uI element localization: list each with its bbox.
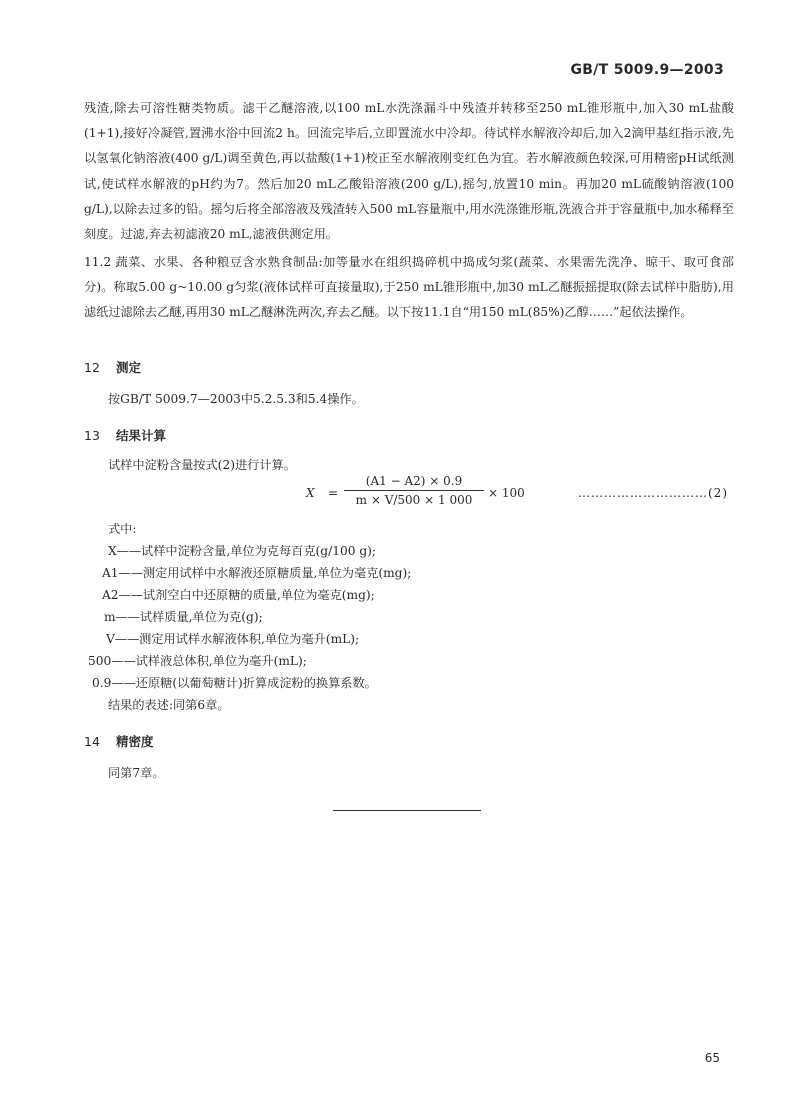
definition-a1: A1——测定用试样中水解液还原糖质量,单位为毫克(mg); xyxy=(102,566,412,580)
section-title: 测定 xyxy=(115,360,141,375)
formula-equals: = xyxy=(328,486,339,500)
definition-500: 500——试样液总体积,单位为毫升(mL); xyxy=(88,654,307,668)
page-number: 65 xyxy=(704,1051,720,1065)
section-number: 13 xyxy=(84,428,100,443)
end-rule xyxy=(333,810,481,811)
formula-multiplier: × 100 xyxy=(488,486,525,500)
section-number: 14 xyxy=(84,734,100,749)
definition-v: V——测定用试样水解液体积,单位为毫升(mL); xyxy=(106,632,360,646)
section-14-text: 同第7章。 xyxy=(108,766,165,780)
formula-2 xyxy=(306,474,736,514)
formula-fraction xyxy=(344,474,484,507)
paragraph-block-1 xyxy=(84,96,734,247)
section-12-text: 按GB/T 5009.7—2003中5.2.5.3和5.4操作。 xyxy=(108,392,364,406)
formula-numerator: (A1 − A2) × 0.9 xyxy=(344,474,484,491)
section-heading-12 xyxy=(84,358,141,376)
section-heading-13 xyxy=(84,426,166,444)
section-heading-14 xyxy=(84,732,154,750)
standard-number: GB/T 5009.9—2003 xyxy=(570,62,724,78)
definition-x: X——试样中淀粉含量,单位为克每百克(g/100 g); xyxy=(108,544,377,558)
section-13-intro: 试样中淀粉含量按式(2)进行计算。 xyxy=(108,458,296,472)
section-title: 精密度 xyxy=(115,734,154,749)
definition-a2: A2——试剂空白中还原糖的质量,单位为毫克(mg); xyxy=(102,588,375,602)
result-expression: 结果的表述:同第6章。 xyxy=(108,698,230,712)
definition-0-9: 0.9——还原糖(以葡萄糖计)折算成淀粉的换算系数。 xyxy=(92,676,377,690)
paragraph-continuation: 残渣,除去可溶性糖类物质。滤干乙醚溶液,以100 mL水洗涤漏斗中残渣并转移至250 mL锥形瓶中,加入30 mL盐酸(1+1),接好冷凝管,置沸水浴中回流2 h。回流完毕后,立即置流水中冷却。待试样水解液冷却后,加入2滴甲基红指示液,先以氢氧化钠溶液(400 g/L)调至黄色,再以盐酸(1+1)校正至水解液刚变红色为宜。若水解液颜色较深,可用精密pH试纸测试,使试样水解液的pH约为7。然后加20 mL乙酸铅溶液(200 g/L),摇匀,放置10 min。再加20 mL硫酸钠溶液(100 g/L),以除去过多的铅。摇匀后将全部溶液及残渣转入500 mL容量瓶中,用水洗涤锥形瓶,洗液合并于容量瓶中,加水稀释至刻度。过滤,弃去初滤液20 mL,滤液供测定用。 xyxy=(84,101,734,242)
section-title: 结果计算 xyxy=(115,428,166,443)
where-label: 式中: xyxy=(108,522,137,536)
paragraph-11-2: 11.2 蔬菜、水果、各种粮豆含水熟食制品:加等量水在组织捣碎机中捣成匀浆(蔬菜、水果需先洗净、晾干、取可食部分)。称取5.00 g~10.00 g匀浆(液体试样可直接量取),于250 mL锥形瓶中,加30 mL乙醚振摇提取(除去试样中脂肪),用滤纸过滤除去乙醚,再用30 mL乙醚淋洗两次,弃去乙醚。以下按11.1自“用150 mL(85%)乙醇……”起依法操作。 xyxy=(84,255,734,320)
definition-m: m——试样质量,单位为克(g); xyxy=(104,610,263,624)
section-number: 12 xyxy=(84,360,100,375)
paragraph-block-2 xyxy=(84,250,734,326)
formula-number: …………………………(2) xyxy=(578,486,728,500)
formula-lhs: X xyxy=(306,486,315,500)
formula-denominator: m × V/500 × 1 000 xyxy=(355,493,473,507)
